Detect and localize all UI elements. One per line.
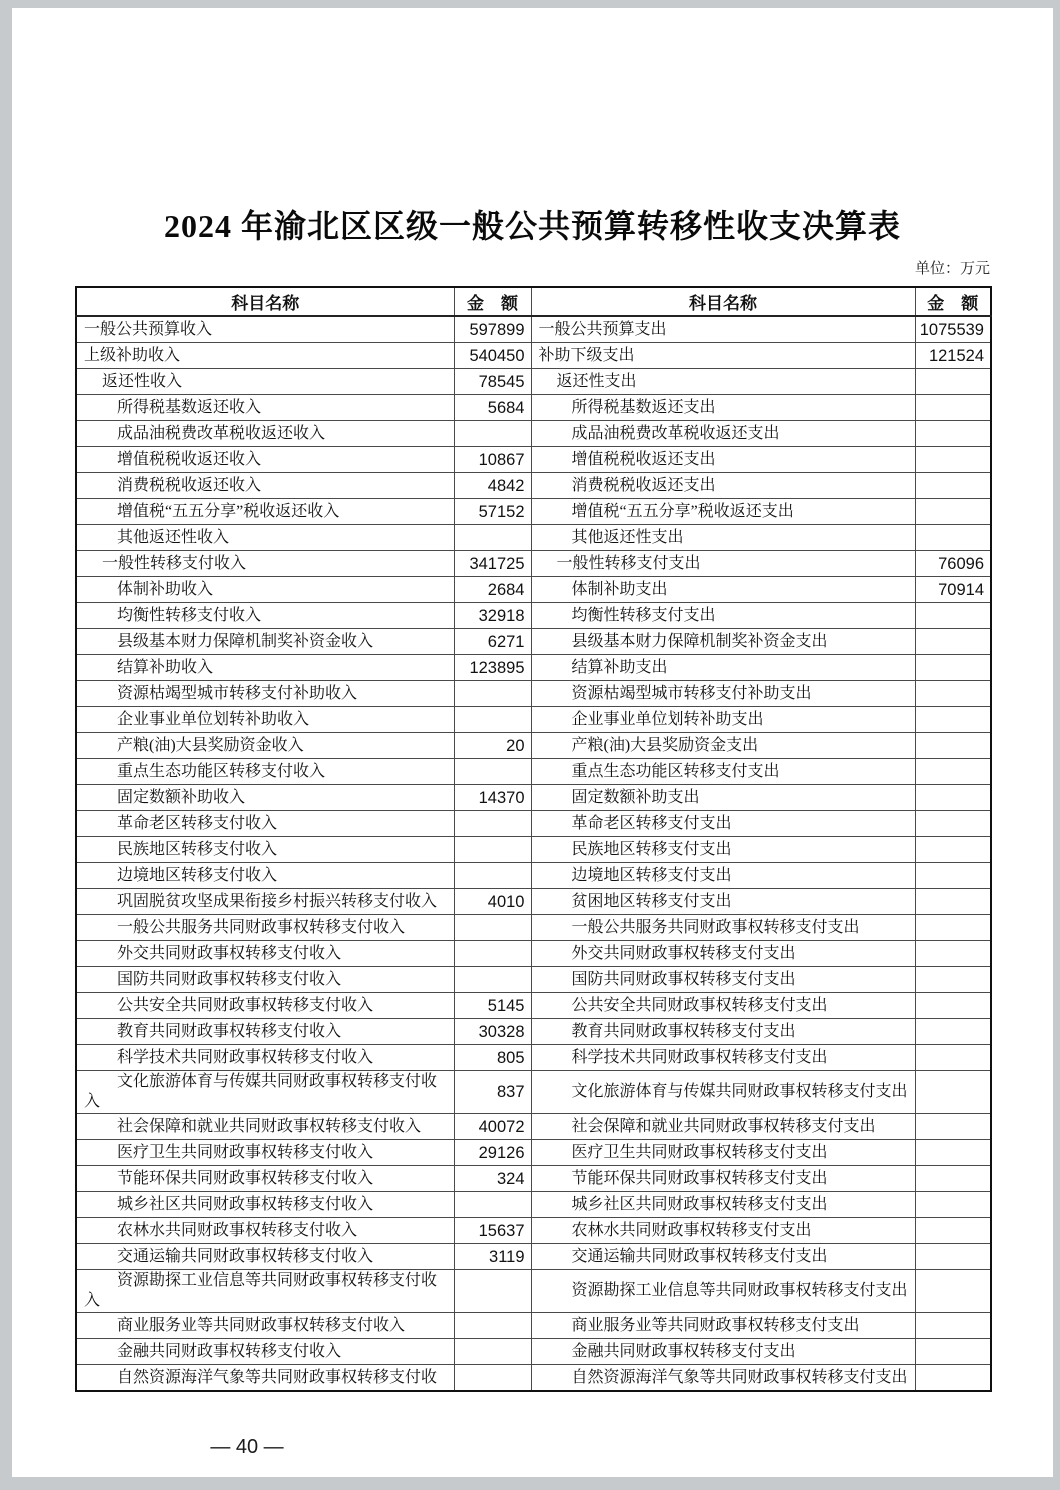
table-header — [76, 287, 991, 316]
subject-cell-income: 资源勘探工业信息等共同财政事权转移支付收入 — [76, 1270, 454, 1313]
subject-cell-expense: 县级基本财力保障机制奖补资金支出 — [531, 629, 915, 655]
subject-cell-income: 成品油税费改革税收返还收入 — [76, 421, 454, 447]
subject-cell-expense: 返还性支出 — [531, 369, 915, 395]
amount-cell-expense — [915, 603, 991, 629]
amount-cell-income: 4010 — [454, 889, 531, 915]
subject-cell-expense: 医疗卫生共同财政事权转移支付支出 — [531, 1140, 915, 1166]
amount-cell-expense — [915, 1339, 991, 1365]
subject-cell-expense: 一般性转移支付支出 — [531, 551, 915, 577]
amount-cell-expense — [915, 473, 991, 499]
amount-cell-income: 597899 — [454, 316, 531, 343]
subject-cell-income: 消费税税收返还收入 — [76, 473, 454, 499]
subject-cell-expense: 体制补助支出 — [531, 577, 915, 603]
subject-cell-income: 城乡社区共同财政事权转移支付收入 — [76, 1192, 454, 1218]
amount-cell-expense — [915, 1166, 991, 1192]
amount-cell-income — [454, 525, 531, 551]
subject-cell-expense: 社会保障和就业共同财政事权转移支付支出 — [531, 1114, 915, 1140]
amount-cell-expense — [915, 655, 991, 681]
amount-cell-income: 20 — [454, 733, 531, 759]
amount-cell-income — [454, 967, 531, 993]
subject-cell-expense: 节能环保共同财政事权转移支付支出 — [531, 1166, 915, 1192]
amount-cell-income — [454, 1339, 531, 1365]
table-row — [76, 655, 991, 681]
subject-cell-income: 革命老区转移支付收入 — [76, 811, 454, 837]
amount-cell-expense — [915, 421, 991, 447]
subject-cell-expense: 教育共同财政事权转移支付支出 — [531, 1019, 915, 1045]
amount-cell-income — [454, 1270, 531, 1313]
subject-cell-expense: 产粮(油)大县奖励资金支出 — [531, 733, 915, 759]
amount-cell-income: 32918 — [454, 603, 531, 629]
subject-cell-expense: 交通运输共同财政事权转移支付支出 — [531, 1244, 915, 1270]
table-row — [76, 993, 991, 1019]
amount-cell-income — [454, 421, 531, 447]
amount-cell-income — [454, 1365, 531, 1392]
amount-cell-expense — [915, 395, 991, 421]
amount-cell-expense — [915, 1045, 991, 1071]
subject-cell-income: 均衡性转移支付收入 — [76, 603, 454, 629]
subject-cell-expense: 资源勘探工业信息等共同财政事权转移支付支出 — [531, 1270, 915, 1313]
subject-cell-expense: 城乡社区共同财政事权转移支付支出 — [531, 1192, 915, 1218]
amount-cell-income: 14370 — [454, 785, 531, 811]
subject-cell-income: 医疗卫生共同财政事权转移支付收入 — [76, 1140, 454, 1166]
amount-cell-expense — [915, 681, 991, 707]
subject-cell-income: 企业事业单位划转补助收入 — [76, 707, 454, 733]
subject-cell-expense: 一般公共预算支出 — [531, 316, 915, 343]
subject-cell-income: 教育共同财政事权转移支付收入 — [76, 1019, 454, 1045]
subject-cell-expense: 增值税“五五分享”税收返还支出 — [531, 499, 915, 525]
subject-cell-income: 社会保障和就业共同财政事权转移支付收入 — [76, 1114, 454, 1140]
table-row — [76, 1045, 991, 1071]
table-row — [76, 915, 991, 941]
subject-cell-income: 一般公共预算收入 — [76, 316, 454, 343]
amount-cell-income — [454, 759, 531, 785]
amount-cell-income — [454, 941, 531, 967]
subject-cell-expense: 文化旅游体育与传媒共同财政事权转移支付支出 — [531, 1071, 915, 1114]
table-body — [76, 316, 991, 1391]
table-row — [76, 369, 991, 395]
amount-cell-income: 40072 — [454, 1114, 531, 1140]
amount-cell-expense — [915, 993, 991, 1019]
table-row — [76, 395, 991, 421]
table-row — [76, 1192, 991, 1218]
table-row — [76, 733, 991, 759]
amount-cell-income: 324 — [454, 1166, 531, 1192]
amount-cell-expense — [915, 1218, 991, 1244]
table-row — [76, 707, 991, 733]
amount-cell-expense — [915, 707, 991, 733]
subject-cell-expense: 均衡性转移支付支出 — [531, 603, 915, 629]
amount-cell-expense — [915, 863, 991, 889]
amount-cell-expense — [915, 499, 991, 525]
amount-cell-expense — [915, 785, 991, 811]
subject-cell-expense: 企业事业单位划转补助支出 — [531, 707, 915, 733]
table-row — [76, 681, 991, 707]
subject-cell-expense: 外交共同财政事权转移支付支出 — [531, 941, 915, 967]
subject-cell-income: 资源枯竭型城市转移支付补助收入 — [76, 681, 454, 707]
table-row — [76, 1019, 991, 1045]
amount-cell-expense — [915, 1270, 991, 1313]
amount-cell-income: 540450 — [454, 343, 531, 369]
amount-cell-income — [454, 1313, 531, 1339]
column-header-amount-right: 金 额 — [915, 287, 991, 316]
subject-cell-expense: 公共安全共同财政事权转移支付支出 — [531, 993, 915, 1019]
subject-cell-expense: 所得税基数返还支出 — [531, 395, 915, 421]
page-number: — 40 — — [210, 1436, 284, 1458]
subject-cell-income: 体制补助收入 — [76, 577, 454, 603]
table-row — [76, 1313, 991, 1339]
table-row — [76, 863, 991, 889]
subject-cell-expense: 农林水共同财政事权转移支付支出 — [531, 1218, 915, 1244]
table-row — [76, 1365, 991, 1392]
subject-cell-expense: 革命老区转移支付支出 — [531, 811, 915, 837]
subject-cell-income: 结算补助收入 — [76, 655, 454, 681]
table-row — [76, 967, 991, 993]
amount-cell-income: 2684 — [454, 577, 531, 603]
table-row — [76, 499, 991, 525]
header-row — [76, 287, 991, 316]
table-row — [76, 1114, 991, 1140]
table-row — [76, 577, 991, 603]
amount-cell-expense — [915, 369, 991, 395]
amount-cell-income: 805 — [454, 1045, 531, 1071]
amount-cell-expense — [915, 889, 991, 915]
table-row — [76, 473, 991, 499]
subject-cell-income: 增值税税收返还收入 — [76, 447, 454, 473]
subject-cell-expense: 消费税税收返还支出 — [531, 473, 915, 499]
subject-cell-expense: 金融共同财政事权转移支付支出 — [531, 1339, 915, 1365]
column-header-amount-left: 金 额 — [454, 287, 531, 316]
amount-cell-income: 341725 — [454, 551, 531, 577]
amount-cell-expense: 70914 — [915, 577, 991, 603]
amount-cell-expense — [915, 915, 991, 941]
amount-cell-income — [454, 863, 531, 889]
amount-cell-expense — [915, 1313, 991, 1339]
amount-cell-expense — [915, 1192, 991, 1218]
subject-cell-income: 金融共同财政事权转移支付收入 — [76, 1339, 454, 1365]
budget-table — [75, 286, 992, 1392]
page-title: 2024 年渝北区区级一般公共预算转移性收支决算表 — [163, 208, 901, 244]
amount-cell-income — [454, 1192, 531, 1218]
amount-cell-income: 29126 — [454, 1140, 531, 1166]
subject-cell-expense: 增值税税收返还支出 — [531, 447, 915, 473]
amount-cell-expense — [915, 967, 991, 993]
table-row — [76, 759, 991, 785]
amount-cell-income: 15637 — [454, 1218, 531, 1244]
subject-cell-income: 产粮(油)大县奖励资金收入 — [76, 733, 454, 759]
table-row — [76, 1166, 991, 1192]
subject-cell-income: 文化旅游体育与传媒共同财政事权转移支付收入 — [76, 1071, 454, 1114]
subject-cell-income: 农林水共同财政事权转移支付收入 — [76, 1218, 454, 1244]
subject-cell-income: 科学技术共同财政事权转移支付收入 — [76, 1045, 454, 1071]
table-row — [76, 629, 991, 655]
amount-cell-income: 57152 — [454, 499, 531, 525]
amount-cell-income: 5145 — [454, 993, 531, 1019]
subject-cell-expense: 边境地区转移支付支出 — [531, 863, 915, 889]
subject-cell-expense: 重点生态功能区转移支付支出 — [531, 759, 915, 785]
subject-cell-expense: 成品油税费改革税收返还支出 — [531, 421, 915, 447]
subject-cell-expense: 结算补助支出 — [531, 655, 915, 681]
unit-label: 单位：万元 — [914, 261, 990, 277]
table-row — [76, 447, 991, 473]
table-row — [76, 1270, 991, 1313]
subject-cell-income: 商业服务业等共同财政事权转移支付收入 — [76, 1313, 454, 1339]
subject-cell-income: 县级基本财力保障机制奖补资金收入 — [76, 629, 454, 655]
table-row — [76, 1140, 991, 1166]
table-row — [76, 343, 991, 369]
table-row — [76, 1071, 991, 1114]
subject-cell-income: 国防共同财政事权转移支付收入 — [76, 967, 454, 993]
amount-cell-expense — [915, 447, 991, 473]
amount-cell-income: 78545 — [454, 369, 531, 395]
amount-cell-expense — [915, 837, 991, 863]
table-row — [76, 811, 991, 837]
subject-cell-income: 边境地区转移支付收入 — [76, 863, 454, 889]
amount-cell-expense — [915, 811, 991, 837]
amount-cell-income: 123895 — [454, 655, 531, 681]
amount-cell-expense — [915, 941, 991, 967]
amount-cell-income: 30328 — [454, 1019, 531, 1045]
table-row — [76, 551, 991, 577]
subject-cell-income: 民族地区转移支付收入 — [76, 837, 454, 863]
amount-cell-income: 5684 — [454, 395, 531, 421]
subject-cell-income: 返还性收入 — [76, 369, 454, 395]
amount-cell-income: 3119 — [454, 1244, 531, 1270]
amount-cell-income — [454, 915, 531, 941]
subject-cell-expense: 民族地区转移支付支出 — [531, 837, 915, 863]
table-row — [76, 785, 991, 811]
subject-cell-income: 巩固脱贫攻坚成果衔接乡村振兴转移支付收入 — [76, 889, 454, 915]
table-row — [76, 525, 991, 551]
amount-cell-expense — [915, 759, 991, 785]
amount-cell-expense: 121524 — [915, 343, 991, 369]
amount-cell-income — [454, 707, 531, 733]
amount-cell-income — [454, 811, 531, 837]
column-header-subject-left: 科目名称 — [76, 287, 454, 316]
subject-cell-income: 外交共同财政事权转移支付收入 — [76, 941, 454, 967]
amount-cell-income — [454, 837, 531, 863]
subject-cell-expense: 科学技术共同财政事权转移支付支出 — [531, 1045, 915, 1071]
amount-cell-expense — [915, 1019, 991, 1045]
amount-cell-expense: 1075539 — [915, 316, 991, 343]
column-header-subject-right: 科目名称 — [531, 287, 915, 316]
subject-cell-expense: 补助下级支出 — [531, 343, 915, 369]
subject-cell-income: 固定数额补助收入 — [76, 785, 454, 811]
amount-cell-expense — [915, 525, 991, 551]
subject-cell-expense: 固定数额补助支出 — [531, 785, 915, 811]
table-row — [76, 889, 991, 915]
subject-cell-income: 交通运输共同财政事权转移支付收入 — [76, 1244, 454, 1270]
amount-cell-income — [454, 681, 531, 707]
amount-cell-expense: 76096 — [915, 551, 991, 577]
amount-cell-expense — [915, 629, 991, 655]
amount-cell-income: 837 — [454, 1071, 531, 1114]
table-row — [76, 1218, 991, 1244]
amount-cell-expense — [915, 1365, 991, 1392]
table-row — [76, 603, 991, 629]
amount-cell-income: 4842 — [454, 473, 531, 499]
subject-cell-expense: 其他返还性支出 — [531, 525, 915, 551]
amount-cell-expense — [915, 1244, 991, 1270]
document-page — [12, 8, 1053, 1477]
subject-cell-income: 一般公共服务共同财政事权转移支付收入 — [76, 915, 454, 941]
amount-cell-expense — [915, 1071, 991, 1114]
subject-cell-expense: 国防共同财政事权转移支付支出 — [531, 967, 915, 993]
subject-cell-income: 其他返还性收入 — [76, 525, 454, 551]
table-row — [76, 316, 991, 343]
amount-cell-income: 10867 — [454, 447, 531, 473]
subject-cell-expense: 商业服务业等共同财政事权转移支付支出 — [531, 1313, 915, 1339]
subject-cell-income: 自然资源海洋气象等共同财政事权转移支付收 — [76, 1365, 454, 1392]
subject-cell-income: 所得税基数返还收入 — [76, 395, 454, 421]
table-row — [76, 941, 991, 967]
subject-cell-expense: 资源枯竭型城市转移支付补助支出 — [531, 681, 915, 707]
subject-cell-income: 公共安全共同财政事权转移支付收入 — [76, 993, 454, 1019]
table-row — [76, 421, 991, 447]
subject-cell-income: 上级补助收入 — [76, 343, 454, 369]
table-row — [76, 837, 991, 863]
table-row — [76, 1339, 991, 1365]
subject-cell-expense: 贫困地区转移支付支出 — [531, 889, 915, 915]
subject-cell-income: 重点生态功能区转移支付收入 — [76, 759, 454, 785]
subject-cell-expense: 自然资源海洋气象等共同财政事权转移支付支出 — [531, 1365, 915, 1392]
subject-cell-income: 节能环保共同财政事权转移支付收入 — [76, 1166, 454, 1192]
amount-cell-income: 6271 — [454, 629, 531, 655]
amount-cell-expense — [915, 733, 991, 759]
amount-cell-expense — [915, 1140, 991, 1166]
subject-cell-expense: 一般公共服务共同财政事权转移支付支出 — [531, 915, 915, 941]
amount-cell-expense — [915, 1114, 991, 1140]
table-row — [76, 1244, 991, 1270]
subject-cell-income: 增值税“五五分享”税收返还收入 — [76, 499, 454, 525]
subject-cell-income: 一般性转移支付收入 — [76, 551, 454, 577]
